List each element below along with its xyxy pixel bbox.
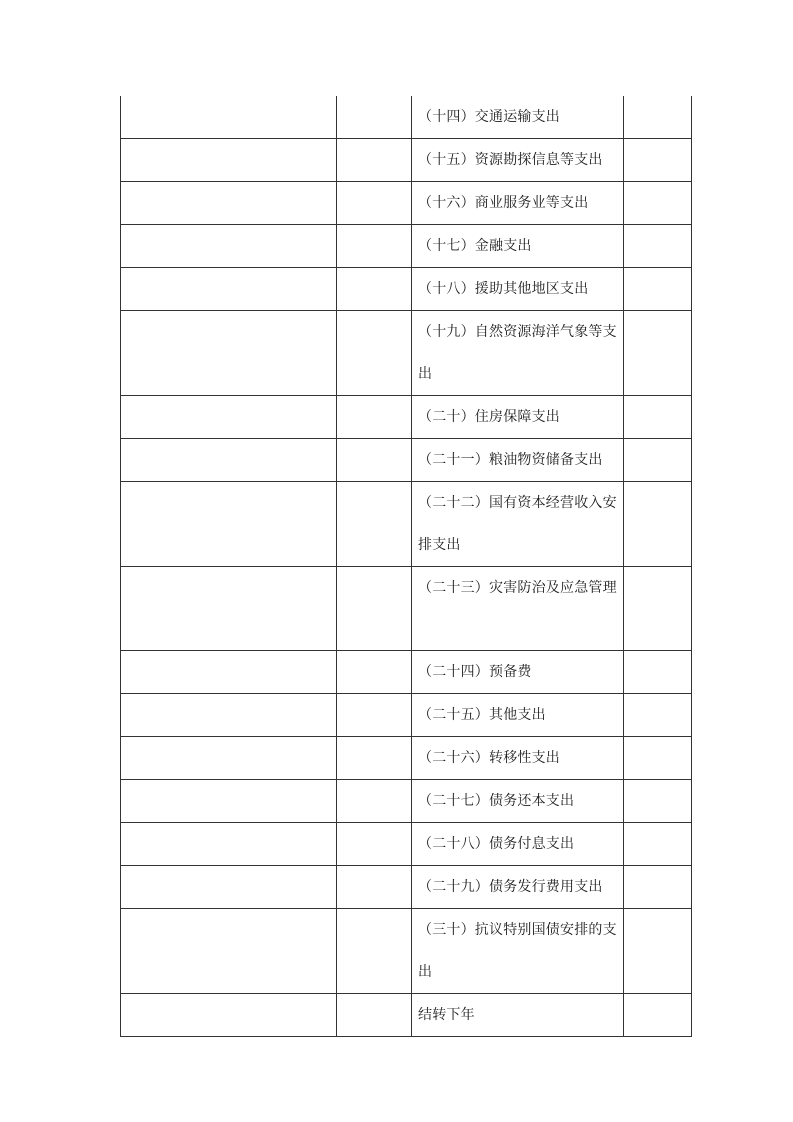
table-cell-item — [412, 567, 624, 651]
table-cell-blank — [337, 909, 412, 994]
table-cell-blank — [337, 651, 412, 694]
table-cell-blank — [337, 482, 412, 567]
table-cell-blank — [121, 866, 337, 909]
table-cell-blank — [121, 694, 337, 737]
row-label: （十九）自然资源海洋气象等支出 — [418, 324, 617, 382]
table-cell-blank — [121, 737, 337, 780]
table-cell-item — [412, 694, 624, 737]
table-cell-blank — [624, 694, 692, 737]
budget-table — [120, 96, 692, 1037]
row-label: （二十二）国有资本经营收入安排支出 — [418, 495, 617, 553]
table-cell-blank — [337, 182, 412, 225]
row-label: （二十七）债务还本支出 — [418, 793, 575, 809]
table-row — [121, 225, 692, 268]
table-cell-blank — [624, 567, 692, 651]
table-cell-item — [412, 994, 624, 1037]
table-cell-blank — [121, 182, 337, 225]
table-cell-blank — [121, 396, 337, 439]
table-cell-blank — [337, 311, 412, 396]
table-cell-blank — [624, 225, 692, 268]
table-cell-blank — [121, 567, 337, 651]
table-cell-blank — [624, 96, 692, 139]
table-cell-blank — [121, 482, 337, 567]
table-row — [121, 96, 692, 139]
table-cell-blank — [624, 482, 692, 567]
row-label: （十七）金融支出 — [418, 238, 532, 254]
table-cell-item — [412, 909, 624, 994]
row-label: （二十八）债务付息支出 — [418, 836, 575, 852]
table-cell-item — [412, 96, 624, 139]
row-label: （二十四）预备费 — [418, 664, 532, 680]
table-cell-blank — [624, 780, 692, 823]
table-cell-blank — [337, 694, 412, 737]
table-cell-blank — [337, 567, 412, 651]
table-cell-blank — [121, 311, 337, 396]
table-cell-blank — [337, 396, 412, 439]
table-row — [121, 737, 692, 780]
table-cell-blank — [337, 96, 412, 139]
table-cell-item — [412, 651, 624, 694]
table-row — [121, 139, 692, 182]
table-cell-item — [412, 139, 624, 182]
table-cell-blank — [624, 139, 692, 182]
table-cell-blank — [121, 651, 337, 694]
table-cell-blank — [337, 439, 412, 482]
table-cell-blank — [624, 182, 692, 225]
table-cell-item — [412, 311, 624, 396]
row-label: （二十五）其他支出 — [418, 707, 546, 723]
table-row — [121, 268, 692, 311]
row-label: 结转下年 — [418, 1007, 475, 1023]
table-row — [121, 567, 692, 651]
table-cell-blank — [624, 909, 692, 994]
table-cell-blank — [624, 823, 692, 866]
row-label: （十四）交通运输支出 — [418, 109, 560, 125]
table-cell-blank — [624, 866, 692, 909]
table-cell-blank — [624, 268, 692, 311]
table-cell-item — [412, 268, 624, 311]
table-row — [121, 182, 692, 225]
table-row — [121, 694, 692, 737]
table-cell-blank — [337, 737, 412, 780]
row-label: （三十）抗议特别国债安排的支出 — [418, 922, 617, 980]
row-label: （二十一）粮油物资储备支出 — [418, 452, 603, 468]
table-cell-blank — [337, 780, 412, 823]
table-cell-blank — [624, 396, 692, 439]
table-cell-blank — [121, 225, 337, 268]
table-row — [121, 823, 692, 866]
row-label: （二十六）转移性支出 — [418, 750, 560, 766]
table-row — [121, 651, 692, 694]
table-cell-blank — [121, 439, 337, 482]
table-cell-blank — [624, 994, 692, 1037]
table-cell-blank — [121, 823, 337, 866]
table-row — [121, 439, 692, 482]
table-cell-blank — [624, 737, 692, 780]
table-row — [121, 866, 692, 909]
table-cell-blank — [121, 96, 337, 139]
table-row — [121, 780, 692, 823]
table-cell-blank — [121, 909, 337, 994]
row-label: （二十）住房保障支出 — [418, 409, 560, 425]
table-cell-blank — [624, 311, 692, 396]
table-row — [121, 482, 692, 567]
row-label: （二十三）灾害防治及应急管理 — [418, 580, 617, 596]
table-cell-item — [412, 737, 624, 780]
table-cell-blank — [337, 994, 412, 1037]
table-cell-blank — [337, 823, 412, 866]
row-label: （十五）资源勘探信息等支出 — [418, 152, 603, 168]
table-cell-item — [412, 225, 624, 268]
row-label: （十六）商业服务业等支出 — [418, 195, 589, 211]
table-cell-item — [412, 182, 624, 225]
table-cell-blank — [624, 439, 692, 482]
table-cell-blank — [121, 994, 337, 1037]
table-row — [121, 909, 692, 994]
table-cell-blank — [337, 268, 412, 311]
table-cell-item — [412, 823, 624, 866]
table-cell-item — [412, 780, 624, 823]
table-cell-item — [412, 482, 624, 567]
table-cell-blank — [121, 780, 337, 823]
table-cell-item — [412, 866, 624, 909]
table-cell-blank — [624, 651, 692, 694]
table-cell-blank — [337, 225, 412, 268]
row-label: （十八）援助其他地区支出 — [418, 281, 589, 297]
table-row — [121, 994, 692, 1037]
table-cell-item — [412, 439, 624, 482]
table-cell-blank — [337, 139, 412, 182]
row-label: （二十九）债务发行费用支出 — [418, 879, 603, 895]
table-row — [121, 311, 692, 396]
table-cell-blank — [337, 866, 412, 909]
table-cell-blank — [121, 268, 337, 311]
table-row — [121, 396, 692, 439]
table-cell-blank — [121, 139, 337, 182]
table-cell-item — [412, 396, 624, 439]
